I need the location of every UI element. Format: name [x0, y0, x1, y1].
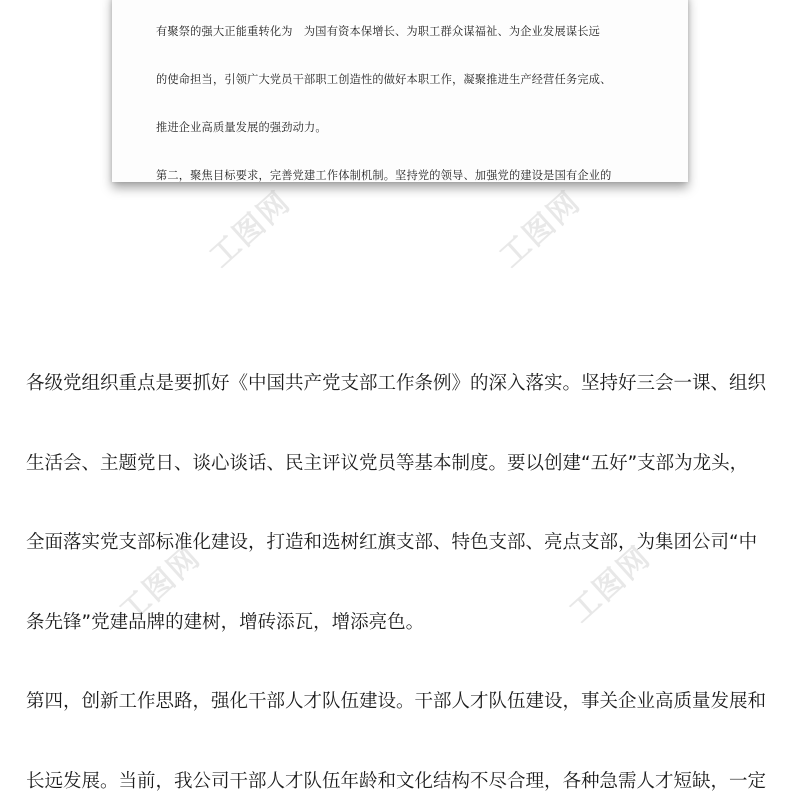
watermark: 工图网: [562, 539, 658, 630]
paragraph-line: 各级党组织重点是要抓好《中国共产党支部工作条例》的深入落实。坚持好三会一课、组织: [26, 373, 767, 394]
paragraph-line: 全面落实党支部标准化建设，打造和选树红旗支部、特色支部、亮点支部，为集团公司“中: [26, 532, 758, 553]
paragraph-line: 长远发展。当前，我公司干部人才队伍年龄和文化结构不尽合理，各种急需人才短缺，一定: [26, 770, 767, 792]
doc-line: 有聚祭的强大正能重转化为 为国有资本保增长、为职工群众谋福祉、为企业发展谋长远: [156, 25, 600, 38]
paragraph-line: 条先锋”党建品牌的建树，增砖添瓦，增添亮色。: [26, 611, 425, 633]
document-page-preview: [112, 0, 688, 182]
doc-line: 推进企业高质量发展的强劲动力。: [156, 121, 327, 134]
document-preview-area: [0, 0, 800, 300]
watermark: 工图网: [492, 184, 588, 275]
paragraph-line: 生活会、主题党日、谈心谈话、民主评议党员等基本制度。要以创建“五好”支部为龙头，: [26, 452, 749, 474]
article-body: [26, 318, 786, 800]
paragraph-line: 第四，创新工作思路，强化干部人才队伍建设。干部人才队伍建设，事关企业高质量发展和: [26, 691, 767, 712]
watermark: 工图网: [202, 184, 298, 275]
doc-line: 第二，聚焦目标要求，完善党建工作体制机制。坚持党的领导、加强党的建设是国有企业的: [156, 169, 612, 182]
doc-line: 的使命担当，引领广大党员干部职工创造性的做好本职工作，凝聚推进生产经营任务完成、: [156, 73, 612, 86]
document-page-text: [156, 0, 656, 182]
watermark: 工图网: [112, 539, 208, 630]
